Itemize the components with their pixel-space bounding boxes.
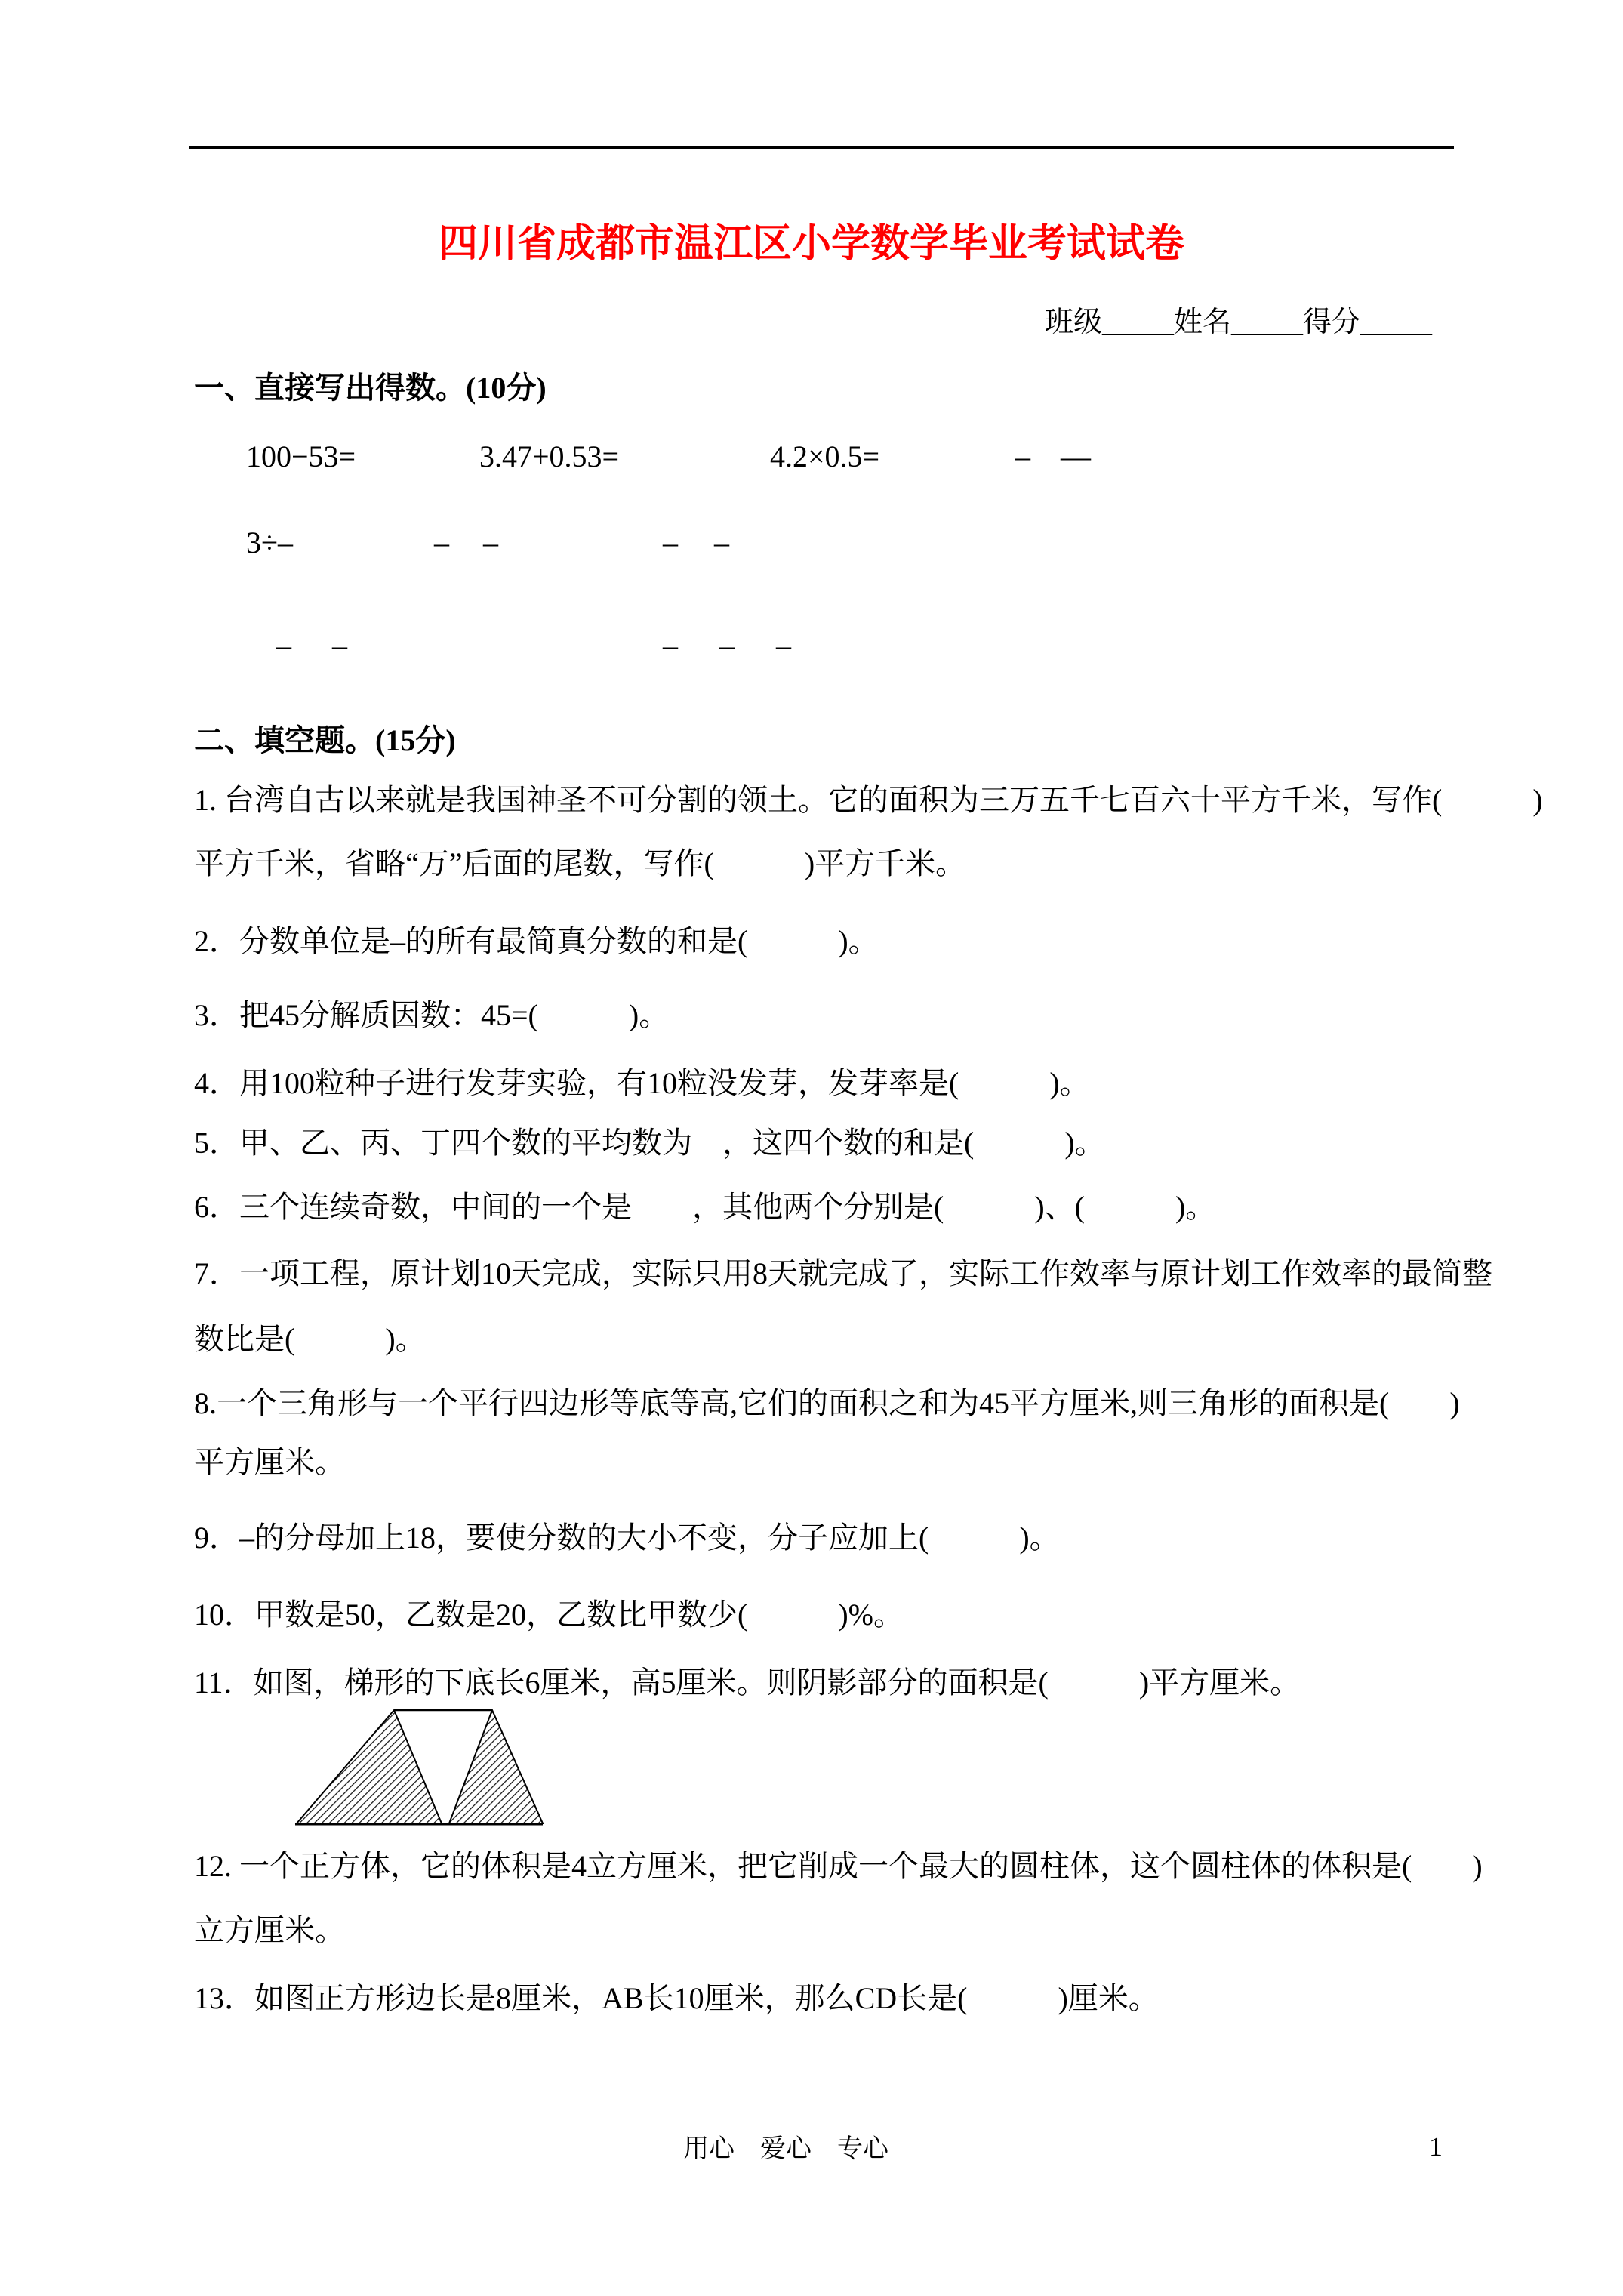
fraction-dash: – [719, 628, 735, 662]
hatched-triangle-left [297, 1710, 442, 1823]
question-8-line-1: 8.一个三角形与一个平行四边形等底等高,它们的面积之和为45平方厘米,则三角形的面积是( ) [194, 1386, 1460, 1420]
fraction-dash: – [276, 628, 291, 662]
student-info-line: 班级_____姓名_____得分_____ [1045, 307, 1433, 338]
question-1-line-2: 平方千米，省略“万”后面的尾数，写作( )平方千米。 [194, 846, 966, 880]
question-13: 13．如图正方形边长是8厘米，AB长10厘米，那么CD长是( )厘米。 [194, 1981, 1159, 2015]
question-2: 2．分数单位是–的所有最简真分数的和是( )。 [194, 924, 879, 958]
fraction-dash: – [332, 628, 347, 662]
exam-title: 四川省成都市温江区小学数学毕业考试试卷 [438, 223, 1184, 266]
question-7-line-2: 数比是( )。 [194, 1322, 426, 1356]
question-6: 6．三个连续奇数，中间的一个是 ，其他两个分别是( )、( )。 [194, 1190, 1216, 1224]
question-12-line-2: 立方厘米。 [194, 1913, 345, 1947]
header-rule [189, 146, 1454, 149]
question-1-line-1: 1. 台湾自古以来就是我国神圣不可分割的领土。它的面积为三万五千七百六十平方千米，写作( ) [194, 783, 1543, 817]
footer-motto: 用心 爱心 专心 [683, 2135, 888, 2163]
calc-expression-2: 3.47+0.53= [479, 439, 620, 473]
calc-expression-1: 100−53= [246, 439, 356, 473]
page-number: 1 [1429, 2131, 1443, 2162]
fraction-dash: – [434, 525, 449, 559]
question-5: 5．甲、乙、丙、丁四个数的平均数为 ，这四个数的和是( )。 [194, 1126, 1105, 1160]
question-12-line-1: 12. 一个正方体，它的体积是4立方厘米，把它削成一个最大的圆柱体，这个圆柱体的体积是( ) [194, 1849, 1483, 1883]
question-8-line-2: 平方厘米。 [194, 1445, 345, 1479]
question-11: 11．如图，梯形的下底长6厘米，高5厘米。则阴影部分的面积是( )平方厘米。 [194, 1666, 1301, 1700]
fraction-dash: – [776, 628, 791, 662]
fraction-dash: – [483, 525, 498, 559]
fraction-dash: – [663, 525, 678, 559]
calc-expression-4: 3÷– [246, 525, 293, 559]
question-7-line-1: 7．一项工程，原计划10天完成，实际只用8天就完成了，实际工作效率与原计划工作效率的最简整 [194, 1256, 1492, 1290]
fraction-dash: – [714, 525, 729, 559]
question-3: 3．把45分解质因数：45=( )。 [194, 998, 670, 1032]
question-9: 9．–的分母加上18，要使分数的大小不变，分子应加上( )。 [194, 1521, 1060, 1555]
question-10: 10．甲数是50，乙数是20，乙数比甲数少( )%。 [194, 1598, 904, 1632]
section2-heading: 二、填空题。(15分) [194, 723, 456, 757]
calc-expression-3: 4.2×0.5= [770, 439, 880, 473]
fraction-dash: – [663, 628, 678, 662]
hatched-triangle-right [449, 1710, 543, 1823]
section1-heading: 一、直接写出得数。(10分) [194, 371, 547, 405]
question-4: 4．用100粒种子进行发芽实验，有10粒没发芽，发芽率是( )。 [194, 1066, 1090, 1100]
trapezoid-figure [294, 1709, 544, 1826]
fraction-dash: – [1015, 439, 1030, 473]
fraction-dash: — [1061, 439, 1091, 473]
